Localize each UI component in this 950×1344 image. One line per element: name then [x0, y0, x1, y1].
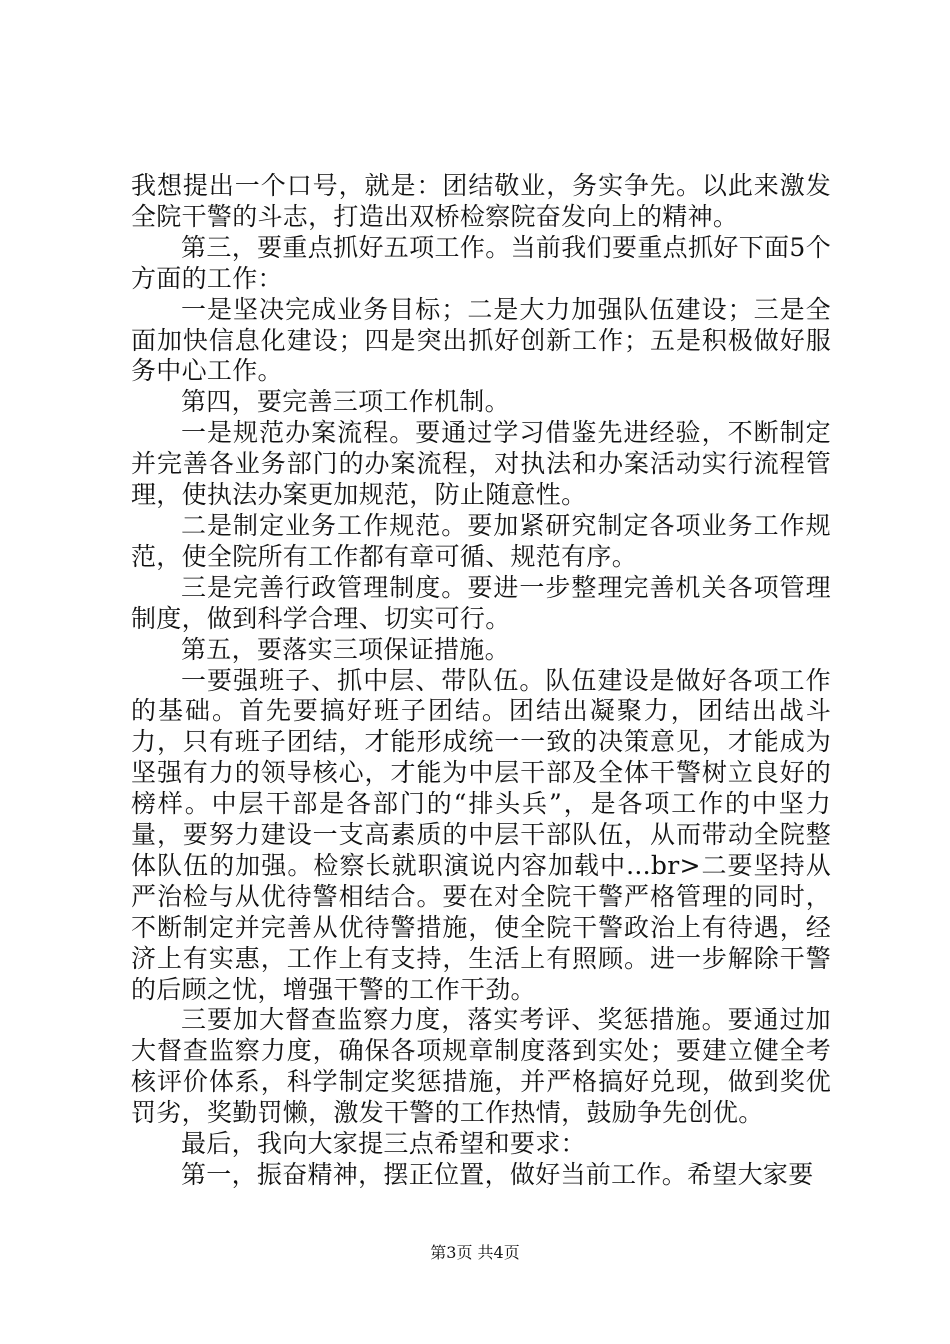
page-footer — [0, 1243, 950, 1263]
paragraph: 一是坚决完成业务目标；二是大力加强队伍建设；三是全面加快信息化建设；四是突出抓好创新工作；五是积极做好服务中心工作。 — [131, 294, 831, 386]
paragraph-continuation: 我想提出一个口号，就是：团结敬业，务实争先。以此来激发全院干警的斗志，打造出双桥检察院奋发向上的精神。 — [131, 171, 831, 231]
paragraph: 第一，振奋精神，摆正位置，做好当前工作。希望大家要 — [181, 1160, 814, 1189]
paragraph: 二是制定业务工作规范。要加紧研究制定各项业务工作规范，使全院所有工作都有章可循、规范有序。 — [131, 510, 831, 571]
paragraph: 最后，我向大家提三点希望和要求： — [181, 1129, 586, 1159]
paragraph-heading: 第四，要完善三项工作机制。 — [181, 387, 510, 417]
paragraph: 一是规范办案流程。要通过学习借鉴先进经验，不断制定并完善各业务部门的办案流程，对执法和办案活动实行流程管理，使执法办案更加规范，防止随意性。 — [131, 418, 831, 510]
paragraph: 三是完善行政管理制度。要进一步整理完善机关各项管理制度，做到科学合理、切实可行。 — [131, 572, 831, 633]
paragraph-heading: 第五，要落实三项保证措施。 — [181, 634, 510, 664]
paragraph: 第三，要重点抓好五项工作。当前我们要重点抓好下面5个方面的工作： — [131, 232, 831, 293]
paragraph: 三要加大督查监察力度，落实考评、奖惩措施。要通过加大督查监察力度，确保各项规章制度落到实处；要建立健全考核评价体系，科学制定奖惩措施，并严格搞好兑现，做到奖优罚劣，奖勤罚懒，激发干警的工作热情，鼓励争先创优。 — [131, 1005, 831, 1128]
document-body — [131, 171, 831, 1191]
page-number: 第3页 共4页 — [430, 1243, 520, 1262]
paragraph: 一要强班子、抓中层、带队伍。队伍建设是做好各项工作的基础。首先要搞好班子团结。团结出凝聚力，团结出战斗力，只有班子团结，才能形成统一一致的决策意见，才能成为坚强有力的领导核心，才能为中层干部及全体干警树立良好的榜样。中层干部是各部门的“排头兵”，是各项工作的中坚力量，要努力建设一支高素质的中层干部队伍，从而带动全院整体队伍的加强。检察长就职演说内容加载中...br>二要坚持从严治检与从优待警相结合。要在对全院干警严格管理的同时，不断制定并完善从优待警措施，使全院干警政治上有待遇，经济上有实惠，工作上有支持，生活上有照顾。进一步解除干警的后顾之忧，增强干警的工作干劲。 — [131, 665, 831, 1004]
